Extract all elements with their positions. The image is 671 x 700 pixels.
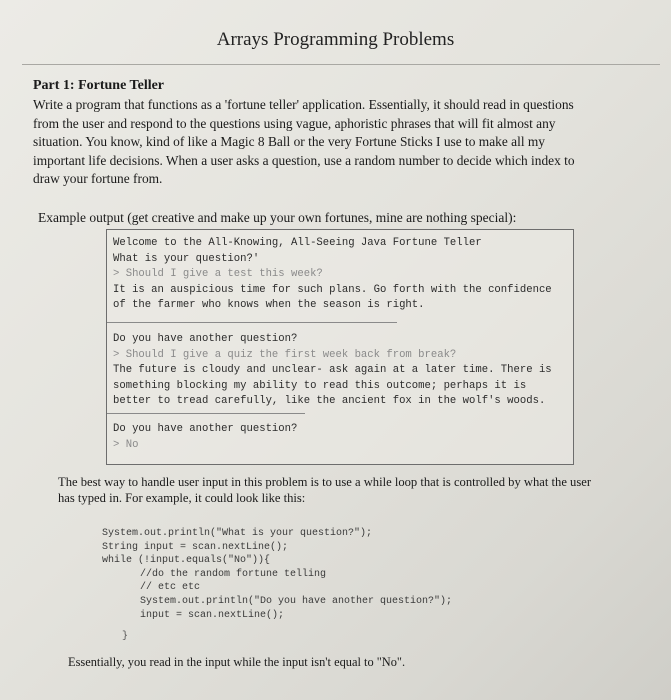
explanation-line: has typed in. For example, it could look like this: <box>58 491 306 505</box>
example-console <box>106 229 574 465</box>
console-block-3 <box>113 422 297 453</box>
intro-line: draw your fortune from. <box>33 171 163 186</box>
intro-line: Write a program that functions as a 'fortune teller' application. Essentially, it should read in questions <box>33 97 574 112</box>
code-line: input = scan.nextLine(); <box>116 609 285 621</box>
code-line: System.out.println("What is your question?"); <box>102 528 373 539</box>
console-user-input: > Should I give a quiz the first week back from break? <box>113 348 457 361</box>
code-line: // etc etc <box>116 582 201 594</box>
console-line: The future is cloudy and unclear- ask again at a later time. There is <box>113 364 552 376</box>
intro-line: from the user and respond to the questions using vague, aphoristic phrases that will fit almost any <box>33 115 556 131</box>
console-line: better to tread carefully, like the ancient fox in the wolf's woods. <box>113 395 546 407</box>
intro-line: important life decisions. When a user asks a question, use a random number to decide which index to <box>33 152 575 168</box>
console-line: of the farmer who knows when the season is right. <box>113 299 425 311</box>
intro-paragraph <box>33 96 593 189</box>
example-label: Example output (get creative and make up your own fortunes, mine are nothing special): <box>38 210 517 225</box>
console-line: something blocking my ability to read this outcome; perhaps it is <box>113 379 527 392</box>
console-line: What is your question?' <box>113 252 260 265</box>
code-line: System.out.println("Do you have another question?"); <box>116 595 453 607</box>
console-user-input: > Should I give a test this week? <box>113 268 323 280</box>
console-line: Do you have another question? <box>113 423 298 435</box>
console-divider <box>107 322 397 323</box>
explanation-line: The best way to handle user input in this problem is to use a while loop that is controlled by what the user <box>58 475 592 489</box>
code-line: String input = scan.nextLine(); <box>102 541 289 553</box>
console-line: It is an auspicious time for such plans. Go forth with the confidence <box>113 283 552 296</box>
console-user-input: > No <box>113 438 139 451</box>
console-divider <box>107 413 305 414</box>
explanation-paragraph <box>58 474 618 506</box>
code-line: while (!input.equals("No")){ <box>102 555 271 567</box>
section-heading: Part 1: Fortune Teller <box>33 78 165 93</box>
console-block-1 <box>113 236 552 314</box>
intro-line: situation. You know, kind of like a Magic 8 Ball or the very Fortune Sticks I use to make all my <box>33 134 546 149</box>
summary-text: Essentially, you read in the input while the input isn't equal to "No". <box>68 655 406 669</box>
console-line: Do you have another question? <box>113 333 298 345</box>
code-sample <box>102 527 452 622</box>
title-divider <box>22 64 660 65</box>
code-closing-brace: } <box>122 631 129 642</box>
console-line: Welcome to the All-Knowing, All-Seeing Java Fortune Teller <box>113 237 482 249</box>
console-block-2 <box>113 332 552 410</box>
page-title: Arrays Programming Problems <box>216 29 455 50</box>
code-line: //do the random fortune telling <box>116 568 327 580</box>
